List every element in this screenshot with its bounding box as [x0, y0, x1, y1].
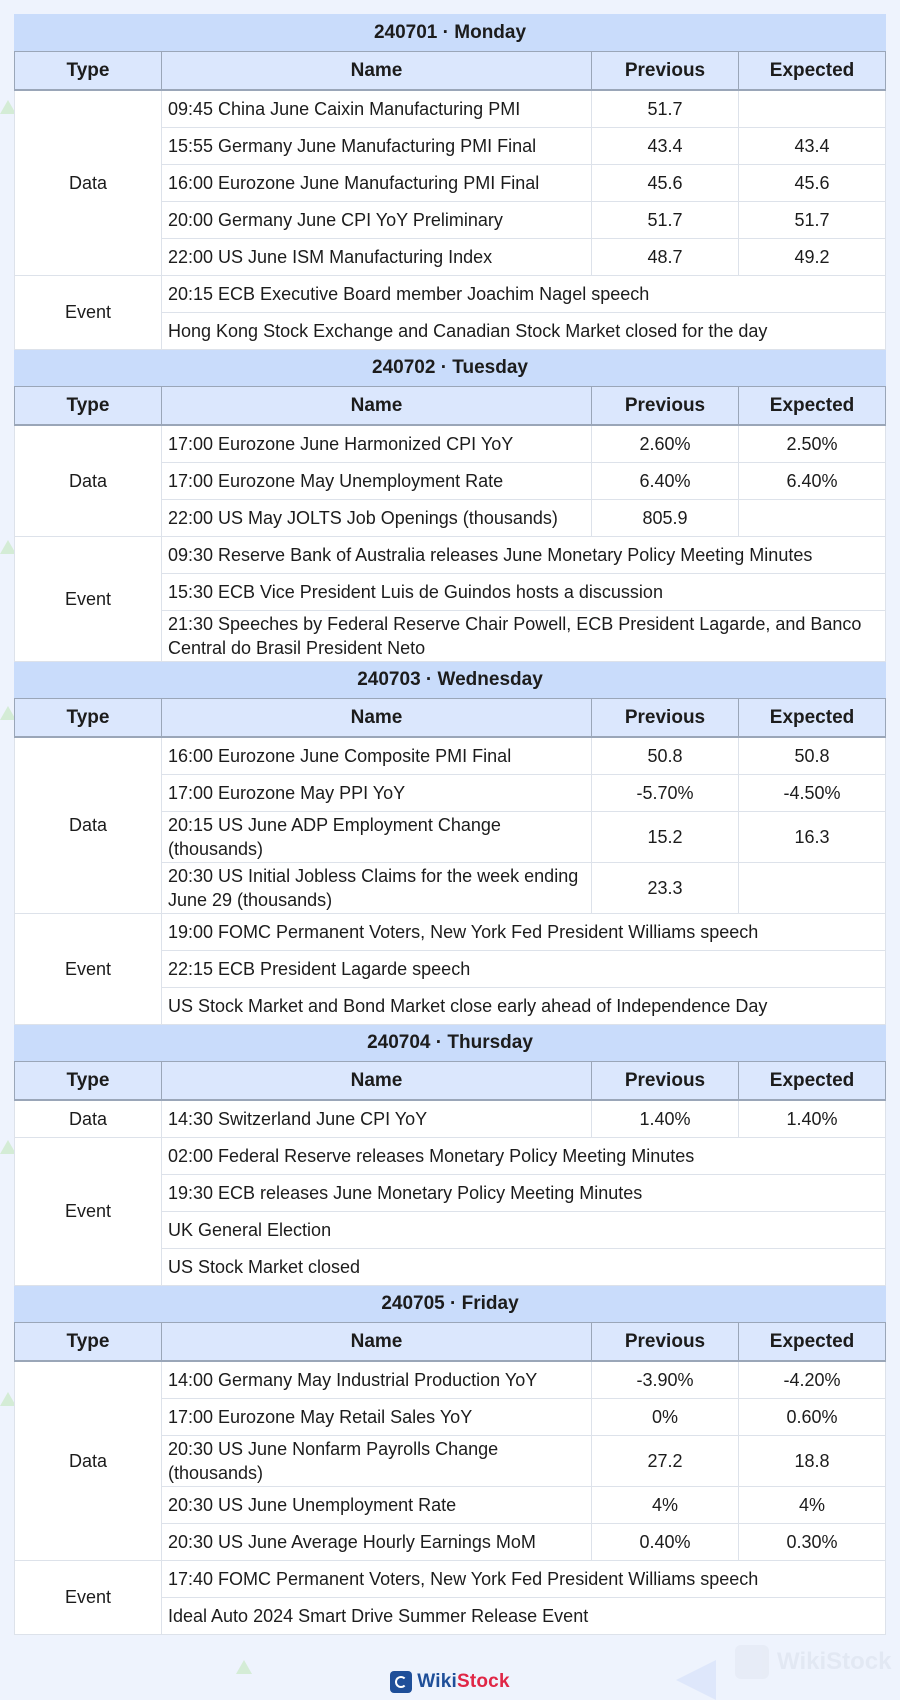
indicator-name: 22:00 US June ISM Manufacturing Index	[162, 239, 592, 276]
data-row	[15, 1361, 886, 1399]
day-title: 240701 · Monday	[15, 15, 886, 52]
previous-value: -5.70%	[592, 775, 739, 812]
column-header-expected: Expected	[739, 1062, 886, 1101]
expected-value	[739, 500, 886, 537]
day-title: 240705 · Friday	[15, 1286, 886, 1323]
event-row	[15, 1138, 886, 1175]
column-header-expected: Expected	[739, 52, 886, 91]
previous-value: 23.3	[592, 863, 739, 914]
column-header-name: Name	[162, 387, 592, 426]
column-header-type: Type	[15, 1062, 162, 1101]
day-title: 240703 · Wednesday	[15, 662, 886, 699]
brand-name-part1: Wiki	[417, 1671, 457, 1692]
column-header-row	[15, 1323, 886, 1362]
event-row	[15, 537, 886, 574]
indicator-name: 15:55 Germany June Manufacturing PMI Final	[162, 128, 592, 165]
event-name: 22:15 ECB President Lagarde speech	[162, 951, 886, 988]
day-header-row	[15, 350, 886, 387]
column-header-row	[15, 699, 886, 738]
column-header-type: Type	[15, 52, 162, 91]
previous-value: 27.2	[592, 1436, 739, 1487]
indicator-name: 09:45 China June Caixin Manufacturing PMI	[162, 90, 592, 128]
event-name: US Stock Market closed	[162, 1249, 886, 1286]
previous-value: 43.4	[592, 128, 739, 165]
calendar-table	[14, 14, 886, 1635]
expected-value: 4%	[739, 1487, 886, 1524]
data-row	[15, 90, 886, 128]
brand-name	[417, 1671, 509, 1693]
indicator-name: 20:30 US June Unemployment Rate	[162, 1487, 592, 1524]
column-header-row	[15, 1062, 886, 1101]
previous-value: 6.40%	[592, 463, 739, 500]
indicator-name: 17:00 Eurozone May PPI YoY	[162, 775, 592, 812]
event-row	[15, 1561, 886, 1598]
type-cell: Data	[15, 737, 162, 914]
expected-value: -4.50%	[739, 775, 886, 812]
column-header-previous: Previous	[592, 52, 739, 91]
type-cell: Data	[15, 90, 162, 276]
expected-value: 49.2	[739, 239, 886, 276]
previous-value: 45.6	[592, 165, 739, 202]
column-header-previous: Previous	[592, 1323, 739, 1362]
footer-logo	[0, 1664, 900, 1700]
type-cell: Data	[15, 425, 162, 537]
previous-value: 4%	[592, 1487, 739, 1524]
expected-value: 18.8	[739, 1436, 886, 1487]
indicator-name: 20:30 US Initial Jobless Claims for the week ending June 29 (thousands)	[162, 863, 592, 914]
economic-calendar	[14, 14, 885, 1635]
event-row	[15, 276, 886, 313]
previous-value: 51.7	[592, 90, 739, 128]
type-cell: Event	[15, 276, 162, 350]
expected-value: 43.4	[739, 128, 886, 165]
indicator-name: 17:00 Eurozone May Unemployment Rate	[162, 463, 592, 500]
day-header-row	[15, 15, 886, 52]
wikistock-logo-icon	[390, 1671, 412, 1693]
column-header-expected: Expected	[739, 1323, 886, 1362]
expected-value: 0.30%	[739, 1524, 886, 1561]
column-header-previous: Previous	[592, 1062, 739, 1101]
event-name: 20:15 ECB Executive Board member Joachim Nagel speech	[162, 276, 886, 313]
column-header-expected: Expected	[739, 387, 886, 426]
column-header-type: Type	[15, 387, 162, 426]
event-name: 02:00 Federal Reserve releases Monetary Policy Meeting Minutes	[162, 1138, 886, 1175]
column-header-name: Name	[162, 52, 592, 91]
column-header-previous: Previous	[592, 699, 739, 738]
event-name: Ideal Auto 2024 Smart Drive Summer Release Event	[162, 1598, 886, 1635]
previous-value: 48.7	[592, 239, 739, 276]
type-cell: Event	[15, 537, 162, 662]
event-name: 09:30 Reserve Bank of Australia releases June Monetary Policy Meeting Minutes	[162, 537, 886, 574]
brand-name-part2: Stock	[456, 1671, 510, 1692]
indicator-name: 14:30 Switzerland June CPI YoY	[162, 1100, 592, 1138]
column-header-row	[15, 52, 886, 91]
indicator-name: 20:30 US June Average Hourly Earnings MoM	[162, 1524, 592, 1561]
expected-value: 0.60%	[739, 1399, 886, 1436]
day-header-row	[15, 662, 886, 699]
expected-value: 45.6	[739, 165, 886, 202]
column-header-name: Name	[162, 1062, 592, 1101]
type-cell: Event	[15, 1138, 162, 1286]
day-header-row	[15, 1025, 886, 1062]
type-cell: Data	[15, 1100, 162, 1138]
column-header-expected: Expected	[739, 699, 886, 738]
previous-value: 805.9	[592, 500, 739, 537]
day-title: 240702 · Tuesday	[15, 350, 886, 387]
event-name: 19:30 ECB releases June Monetary Policy Meeting Minutes	[162, 1175, 886, 1212]
expected-value: 1.40%	[739, 1100, 886, 1138]
event-name: UK General Election	[162, 1212, 886, 1249]
event-row	[15, 914, 886, 951]
event-name: Hong Kong Stock Exchange and Canadian Stock Market closed for the day	[162, 313, 886, 350]
type-cell: Event	[15, 914, 162, 1025]
indicator-name: 22:00 US May JOLTS Job Openings (thousands)	[162, 500, 592, 537]
expected-value: 6.40%	[739, 463, 886, 500]
column-header-previous: Previous	[592, 387, 739, 426]
previous-value: 1.40%	[592, 1100, 739, 1138]
column-header-row	[15, 387, 886, 426]
expected-value: 16.3	[739, 812, 886, 863]
event-name: 19:00 FOMC Permanent Voters, New York Fed President Williams speech	[162, 914, 886, 951]
day-title: 240704 · Thursday	[15, 1025, 886, 1062]
column-header-type: Type	[15, 1323, 162, 1362]
expected-value: -4.20%	[739, 1361, 886, 1399]
event-name: US Stock Market and Bond Market close early ahead of Independence Day	[162, 988, 886, 1025]
indicator-name: 16:00 Eurozone June Composite PMI Final	[162, 737, 592, 775]
indicator-name: 14:00 Germany May Industrial Production YoY	[162, 1361, 592, 1399]
expected-value: 2.50%	[739, 425, 886, 463]
day-header-row	[15, 1286, 886, 1323]
data-row	[15, 425, 886, 463]
expected-value: 51.7	[739, 202, 886, 239]
indicator-name: 20:15 US June ADP Employment Change (thousands)	[162, 812, 592, 863]
indicator-name: 20:30 US June Nonfarm Payrolls Change (thousands)	[162, 1436, 592, 1487]
previous-value: 2.60%	[592, 425, 739, 463]
column-header-type: Type	[15, 699, 162, 738]
indicator-name: 17:00 Eurozone June Harmonized CPI YoY	[162, 425, 592, 463]
data-row	[15, 737, 886, 775]
previous-value: 50.8	[592, 737, 739, 775]
previous-value: 15.2	[592, 812, 739, 863]
expected-value: 50.8	[739, 737, 886, 775]
indicator-name: 20:00 Germany June CPI YoY Preliminary	[162, 202, 592, 239]
type-cell: Event	[15, 1561, 162, 1635]
data-row	[15, 1100, 886, 1138]
event-name: 21:30 Speeches by Federal Reserve Chair Powell, ECB President Lagarde, and Banco Central do Brasil President Neto	[162, 611, 886, 662]
previous-value: 0%	[592, 1399, 739, 1436]
expected-value	[739, 863, 886, 914]
event-name: 17:40 FOMC Permanent Voters, New York Fed President Williams speech	[162, 1561, 886, 1598]
previous-value: 0.40%	[592, 1524, 739, 1561]
column-header-name: Name	[162, 699, 592, 738]
event-name: 15:30 ECB Vice President Luis de Guindos hosts a discussion	[162, 574, 886, 611]
previous-value: -3.90%	[592, 1361, 739, 1399]
type-cell: Data	[15, 1361, 162, 1561]
watermark-text: WikiStock	[777, 1648, 892, 1675]
indicator-name: 17:00 Eurozone May Retail Sales YoY	[162, 1399, 592, 1436]
column-header-name: Name	[162, 1323, 592, 1362]
previous-value: 51.7	[592, 202, 739, 239]
indicator-name: 16:00 Eurozone June Manufacturing PMI Final	[162, 165, 592, 202]
expected-value	[739, 90, 886, 128]
